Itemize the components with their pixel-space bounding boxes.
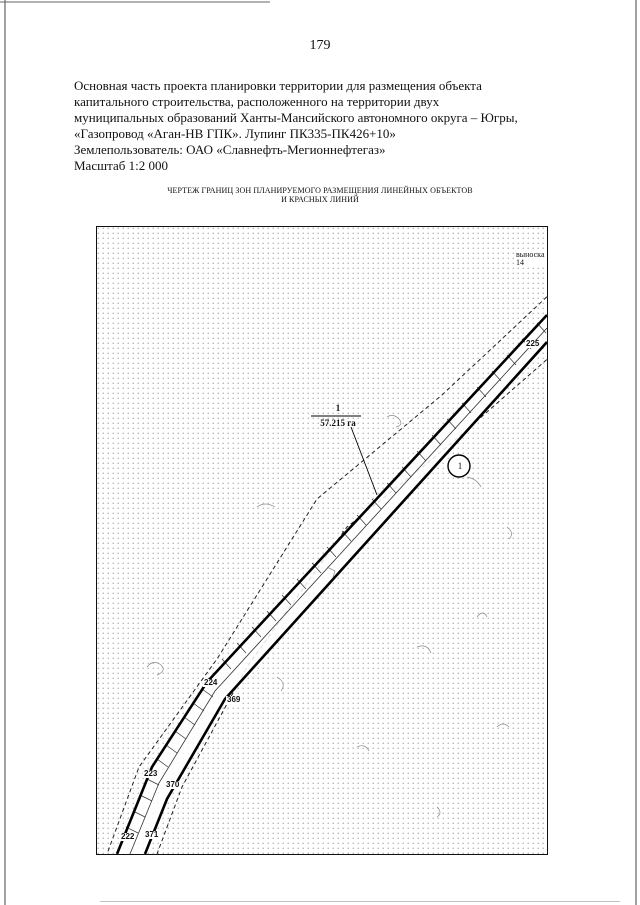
scan-edge-left	[4, 0, 6, 905]
point-224: 224	[204, 678, 218, 687]
document-header	[74, 78, 534, 174]
point-222: 222	[121, 832, 135, 841]
scan-edge-top	[0, 1, 270, 3]
map-drawing	[96, 226, 548, 855]
point-369: 369	[227, 695, 241, 704]
header-line: капитального строительства, расположенного на территории двух	[74, 94, 440, 109]
scan-edge-bottom	[100, 901, 620, 902]
page-number: 179	[309, 38, 331, 53]
scan-edge-right	[635, 0, 637, 905]
point-225: 225	[526, 339, 540, 348]
point-370: 370	[166, 780, 180, 789]
header-line: «Газопровод «Аган-НВ ГПК». Лупинг ПК335-ПК426+10»	[74, 126, 396, 141]
callout-label: выноска 14	[515, 251, 547, 267]
point-371: 371	[145, 830, 159, 839]
drawing-title	[120, 186, 520, 204]
scale-line: Масштаб 1:2 000	[74, 158, 168, 173]
section-marker-label: 1	[457, 461, 463, 471]
area-number: 1	[335, 403, 341, 413]
area-value: 57.215 га	[320, 418, 356, 428]
drawing-title-line-2: И КРАСНЫХ ЛИНИЙ	[281, 195, 359, 204]
header-line: Основная часть проекта планировки территории для размещения объекта	[74, 78, 482, 93]
point-223: 223	[144, 769, 158, 778]
map-graphics	[97, 227, 547, 854]
land-user-line: Землепользователь: ОАО «Славнефть-Мегионнефтегаз»	[74, 142, 386, 157]
drawing-title-line-1: ЧЕРТЕЖ ГРАНИЦ ЗОН ПЛАНИРУЕМОГО РАЗМЕЩЕНИЯ ЛИНЕЙНЫХ ОБЪЕКТОВ	[167, 186, 473, 195]
header-line: муниципальных образований Ханты-Мансийского автономного округа – Югры,	[74, 110, 518, 125]
